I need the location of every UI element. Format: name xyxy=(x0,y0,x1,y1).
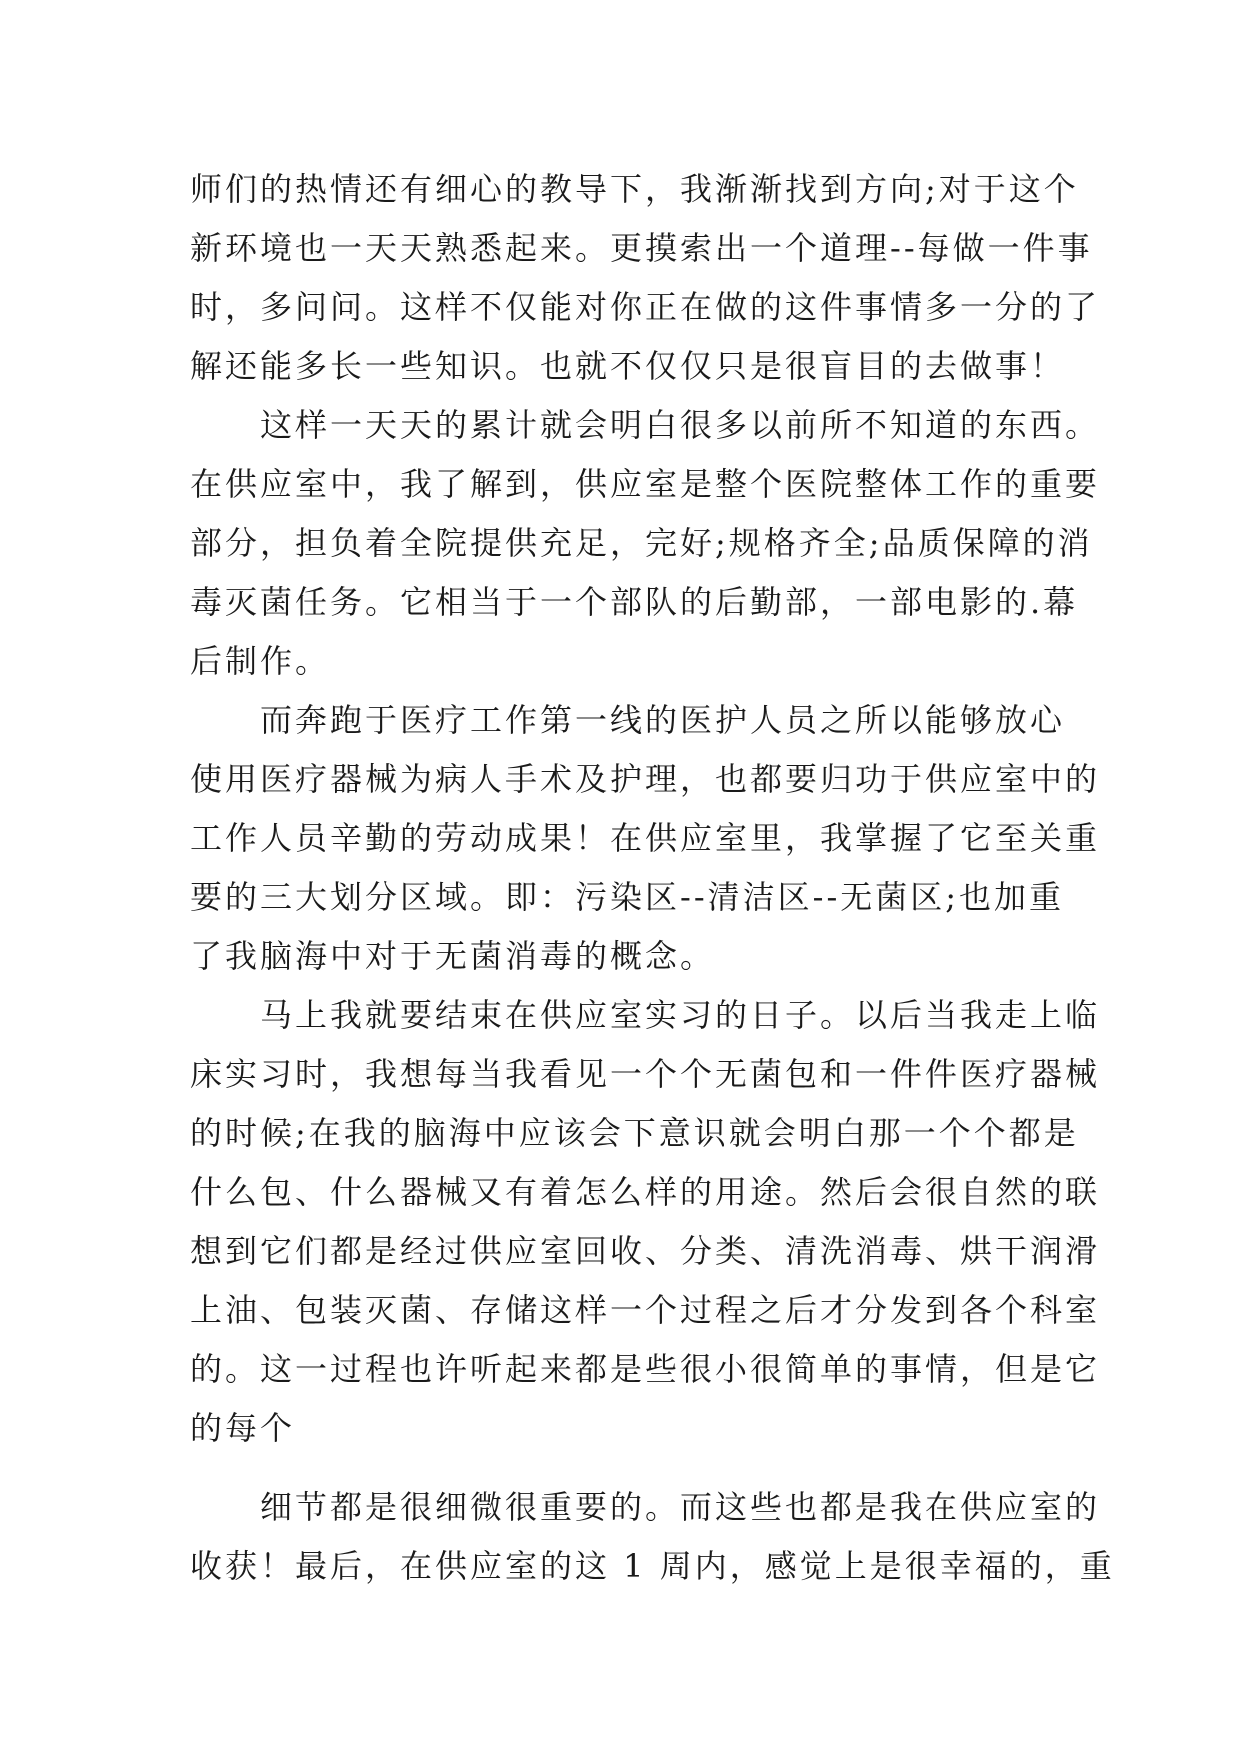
document-body xyxy=(190,160,1115,1596)
text-line: 的每个 xyxy=(190,1409,296,1447)
paragraph-first-line: 而奔跑于医疗工作第一线的医护人员之所以能够放心 xyxy=(260,701,1066,739)
paragraph-first-line: 马上我就要结束在供应室实习的日子。以后当我走上临 xyxy=(260,996,1101,1034)
paragraph-first-line: 这样一天天的累计就会明白很多以前所不知道的东西。 xyxy=(260,406,1101,444)
text-line: 师们的热情还有细心的教导下，我渐渐找到方向;对于这个 xyxy=(190,170,1079,208)
text-line: 使用医疗器械为病人手术及护理，也都要归功于供应室中的 xyxy=(190,760,1101,798)
text-line: 新环境也一天天熟悉起来。更摸索出一个道理--每做一件事 xyxy=(190,229,1093,267)
text-line: 想到它们都是经过供应室回收、分类、清洗消毒、烘干润滑 xyxy=(190,1232,1101,1270)
text-line: 的时候;在我的脑海中应该会下意识就会明白那一个个都是 xyxy=(190,1114,1079,1152)
text-line: 毒灭菌任务。它相当于一个部队的后勤部，一部电影的.幕 xyxy=(190,583,1079,621)
paragraph-first-line: 细节都是很细微很重要的。而这些也都是我在供应室的 xyxy=(260,1488,1101,1526)
text-line: 后制作。 xyxy=(190,642,331,680)
text-line: 上油、包装灭菌、存储这样一个过程之后才分发到各个科室 xyxy=(190,1291,1101,1329)
text-line: 的。这一过程也许听起来都是些很小很简单的事情，但是它 xyxy=(190,1350,1101,1388)
text-line: 要的三大划分区域。即：污染区--清洁区--无菌区;也加重 xyxy=(190,878,1065,916)
text-line: 部分，担负着全院提供充足，完好;规格齐全;品质保障的消 xyxy=(190,524,1093,562)
text-line: 时，多问问。这样不仅能对你正在做的这件事情多一分的了 xyxy=(190,288,1101,326)
text-line: 工作人员辛勤的劳动成果！在供应室里，我掌握了它至关重 xyxy=(190,819,1101,857)
text-line: 在供应室中，我了解到，供应室是整个医院整体工作的重要 xyxy=(190,465,1101,503)
text-line: 床实习时，我想每当我看见一个个无菌包和一件件医疗器械 xyxy=(190,1055,1101,1093)
text-line: 收获！最后，在供应室的这 1 周内，感觉上是很幸福的，重 xyxy=(190,1547,1115,1585)
text-line: 解还能多长一些知识。也就不仅仅只是很盲目的去做事！ xyxy=(190,347,1066,385)
text-line: 什么包、什么器械又有着怎么样的用途。然后会很自然的联 xyxy=(190,1173,1101,1211)
text-line: 了我脑海中对于无菌消毒的概念。 xyxy=(190,937,716,975)
paragraph-gap xyxy=(190,1458,1070,1478)
